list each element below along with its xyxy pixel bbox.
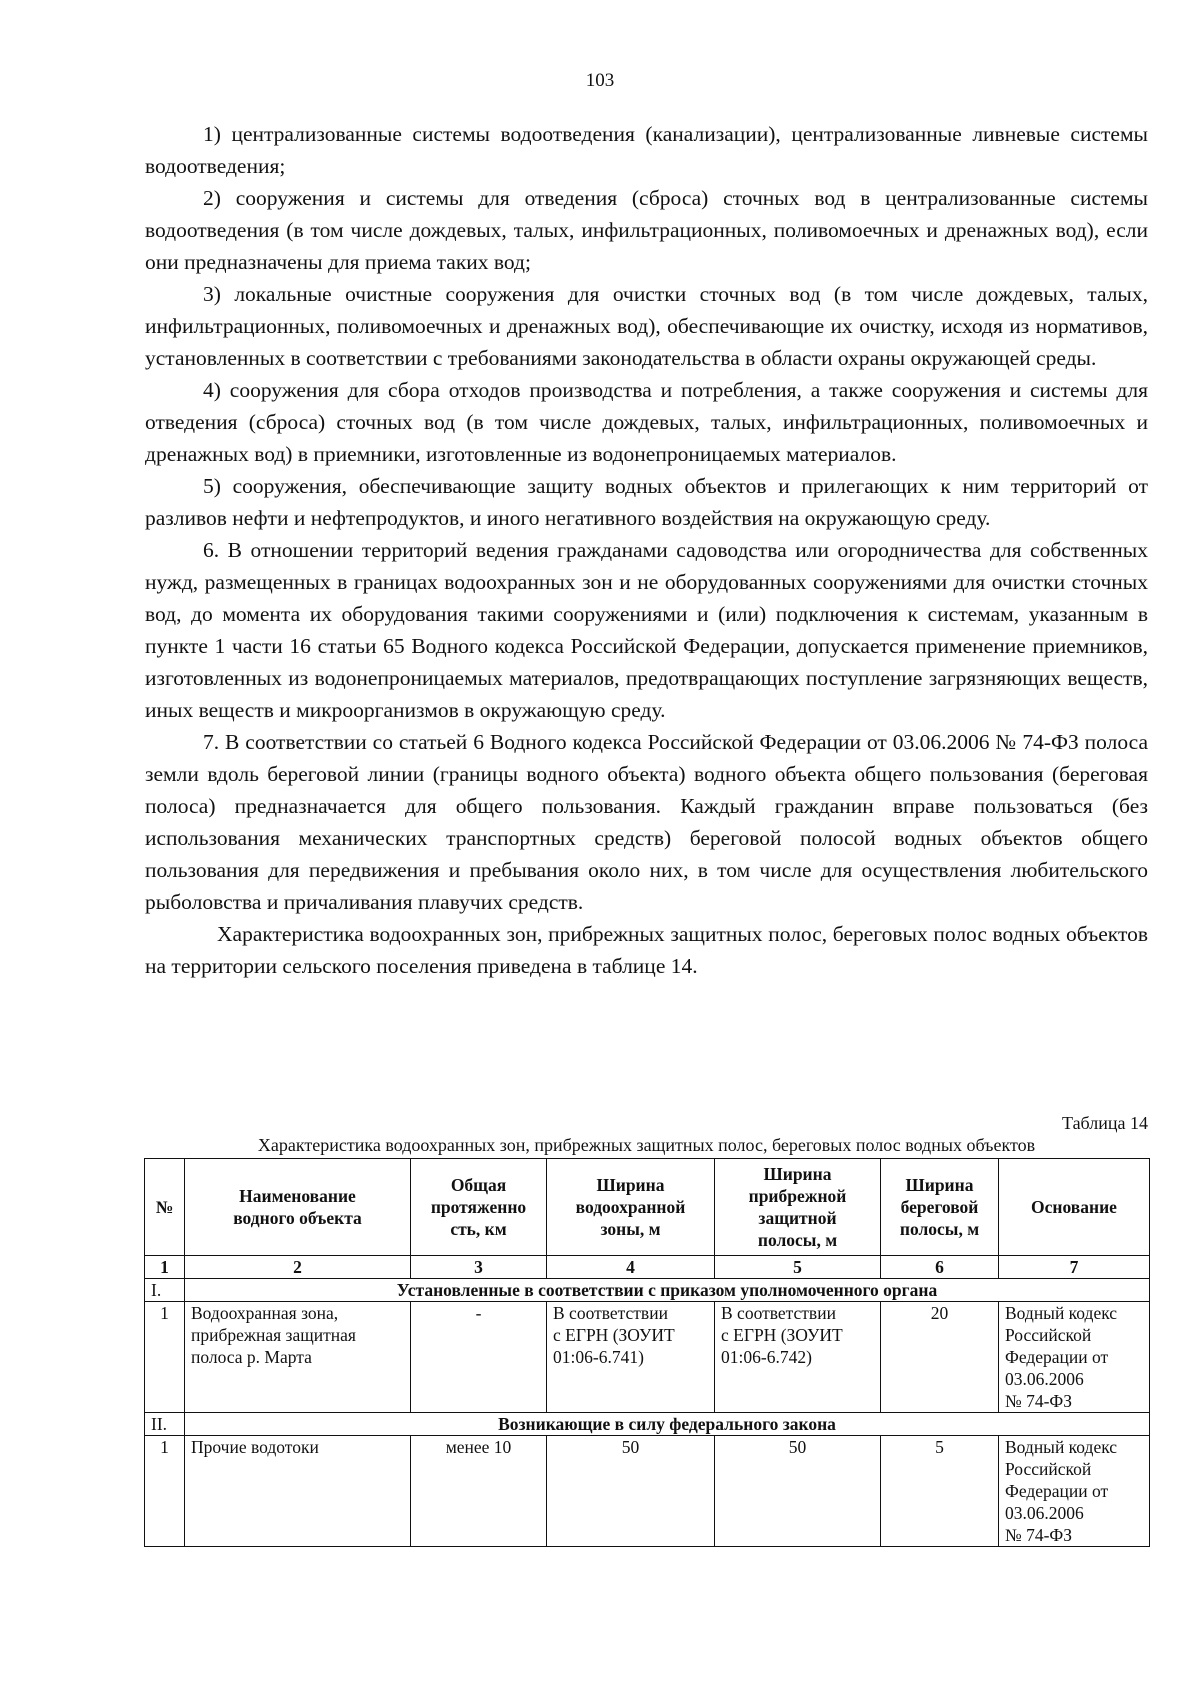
section-title: Возникающие в силу федерального закона <box>185 1413 1150 1436</box>
table-cell: 50 <box>547 1436 715 1547</box>
column-number: 3 <box>411 1256 547 1279</box>
table-label: Таблица 14 <box>1062 1113 1148 1133</box>
paragraph-item-1: 1) централизованные системы водоотведения (канализации), централизованные ливневые системы водоотведения; <box>145 122 1148 178</box>
table-cell: В соответствии с ЕГРН (ЗОУИТ 01:06-6.742) <box>715 1302 881 1413</box>
column-header: Наименование водного объекта <box>185 1159 411 1256</box>
paragraph-item-3: 3) локальные очистные сооружения для очистки сточных вод (в том числе дождевых, талых, инфильтрационных, поливомоечных и дренажных вод), обеспечивающие их очистку, исходя из нормативов, установленных в соответствии с требованиями законодательства в области охраны окружающей среды. <box>145 282 1148 370</box>
paragraph-item-5: 5) сооружения, обеспечивающие защиту водных объектов и прилегающих к ним территорий от разливов нефти и нефтепродуктов, и иного негативного воздействия на окружающую среду. <box>145 474 1148 530</box>
column-number: 2 <box>185 1256 411 1279</box>
section-index: II. <box>145 1413 185 1436</box>
column-header: № <box>145 1159 185 1256</box>
column-number: 6 <box>881 1256 999 1279</box>
section-row <box>145 1279 1150 1302</box>
table-cell: В соответствии с ЕГРН (ЗОУИТ 01:06-6.741) <box>547 1302 715 1413</box>
column-number: 7 <box>999 1256 1150 1279</box>
table-cell: Водный кодекс Российской Федерации от 03.06.2006 № 74-ФЗ <box>999 1302 1150 1413</box>
column-number: 5 <box>715 1256 881 1279</box>
table-cell: Водный кодекс Российской Федерации от 03.06.2006 № 74-ФЗ <box>999 1436 1150 1547</box>
section-title: Установленные в соответствии с приказом уполномоченного органа <box>185 1279 1150 1302</box>
table-caption: Характеристика водоохранных зон, прибрежных защитных полос, береговых полос водных объектов <box>257 1135 1036 1155</box>
paragraph-point-6: 6. В отношении территорий ведения гражданами садоводства или огородничества для собственных нужд, размещенных в границах водоохранных зон и не оборудованных сооружениями для очистки сточных вод, до момента их оборудования такими сооружениями и (или) подключения к системам, указанным в пункте 1 части 16 статьи 65 Водного кодекса Российской Федерации, допускается применение приемников, изготовленных из водонепроницаемых материалов, предотвращающих поступление загрязняющих веществ, иных веществ и микроорганизмов в окружающую среду. <box>145 538 1148 722</box>
paragraph-item-4: 4) сооружения для сбора отходов производства и потребления, а также сооружения и системы для отведения (сброса) сточных вод (в том числе дождевых, талых, инфильтрационных, поливомоечных и дренажных вод) в приемники, изготовленные из водонепроницаемых материалов. <box>145 378 1148 466</box>
table-cell: Водоохранная зона, прибрежная защитная полоса р. Марта <box>185 1302 411 1413</box>
column-number: 1 <box>145 1256 185 1279</box>
column-header: Ширина береговой полосы, м <box>881 1159 999 1256</box>
table-row <box>145 1436 1150 1547</box>
table-cell: Прочие водотоки <box>185 1436 411 1547</box>
document-body <box>145 118 1148 982</box>
table-row <box>145 1302 1150 1413</box>
table-cell: 50 <box>715 1436 881 1547</box>
column-header: Ширина водоохранной зоны, м <box>547 1159 715 1256</box>
page-number: 103 <box>585 70 615 91</box>
table-cell: 20 <box>881 1302 999 1413</box>
paragraph-point-7: 7. В соответствии со статьей 6 Водного кодекса Российской Федерации от 03.06.2006 № 74-ФЗ полоса земли вдоль береговой линии (границы водного объекта) водного объекта общего пользования (береговая полоса) предназначается для общего пользования. Каждый гражданин вправе пользоваться (без использования механических транспортных средств) береговой полосой водных объектов общего пользования для передвижения и пребывания около них, в том числе для осуществления любительского рыболовства и причаливания плавучих средств. <box>145 730 1148 914</box>
section-index: I. <box>145 1279 185 1302</box>
column-header: Основание <box>999 1159 1150 1256</box>
table-cell: менее 10 <box>411 1436 547 1547</box>
paragraph-table-intro: Характеристика водоохранных зон, прибрежных защитных полос, береговых полос водных объектов на территории сельского поселения приведена в таблице 14. <box>145 922 1148 978</box>
column-number: 4 <box>547 1256 715 1279</box>
water-zones-table <box>144 1158 1149 1547</box>
paragraph-item-2: 2) сооружения и системы для отведения (сброса) сточных вод в централизованные системы водоотведения (в том числе дождевых, талых, инфильтрационных, поливомоечных и дренажных вод), если они предназначены для приема таких вод; <box>145 186 1148 274</box>
table-cell: - <box>411 1302 547 1413</box>
table-cell: 1 <box>145 1436 185 1547</box>
table-cell: 5 <box>881 1436 999 1547</box>
column-header: Общая протяженно сть, км <box>411 1159 547 1256</box>
column-header: Ширина прибрежной защитной полосы, м <box>715 1159 881 1256</box>
section-row <box>145 1413 1150 1436</box>
table-header-row <box>145 1159 1150 1256</box>
table-cell: 1 <box>145 1302 185 1413</box>
column-number-row <box>145 1256 1150 1279</box>
